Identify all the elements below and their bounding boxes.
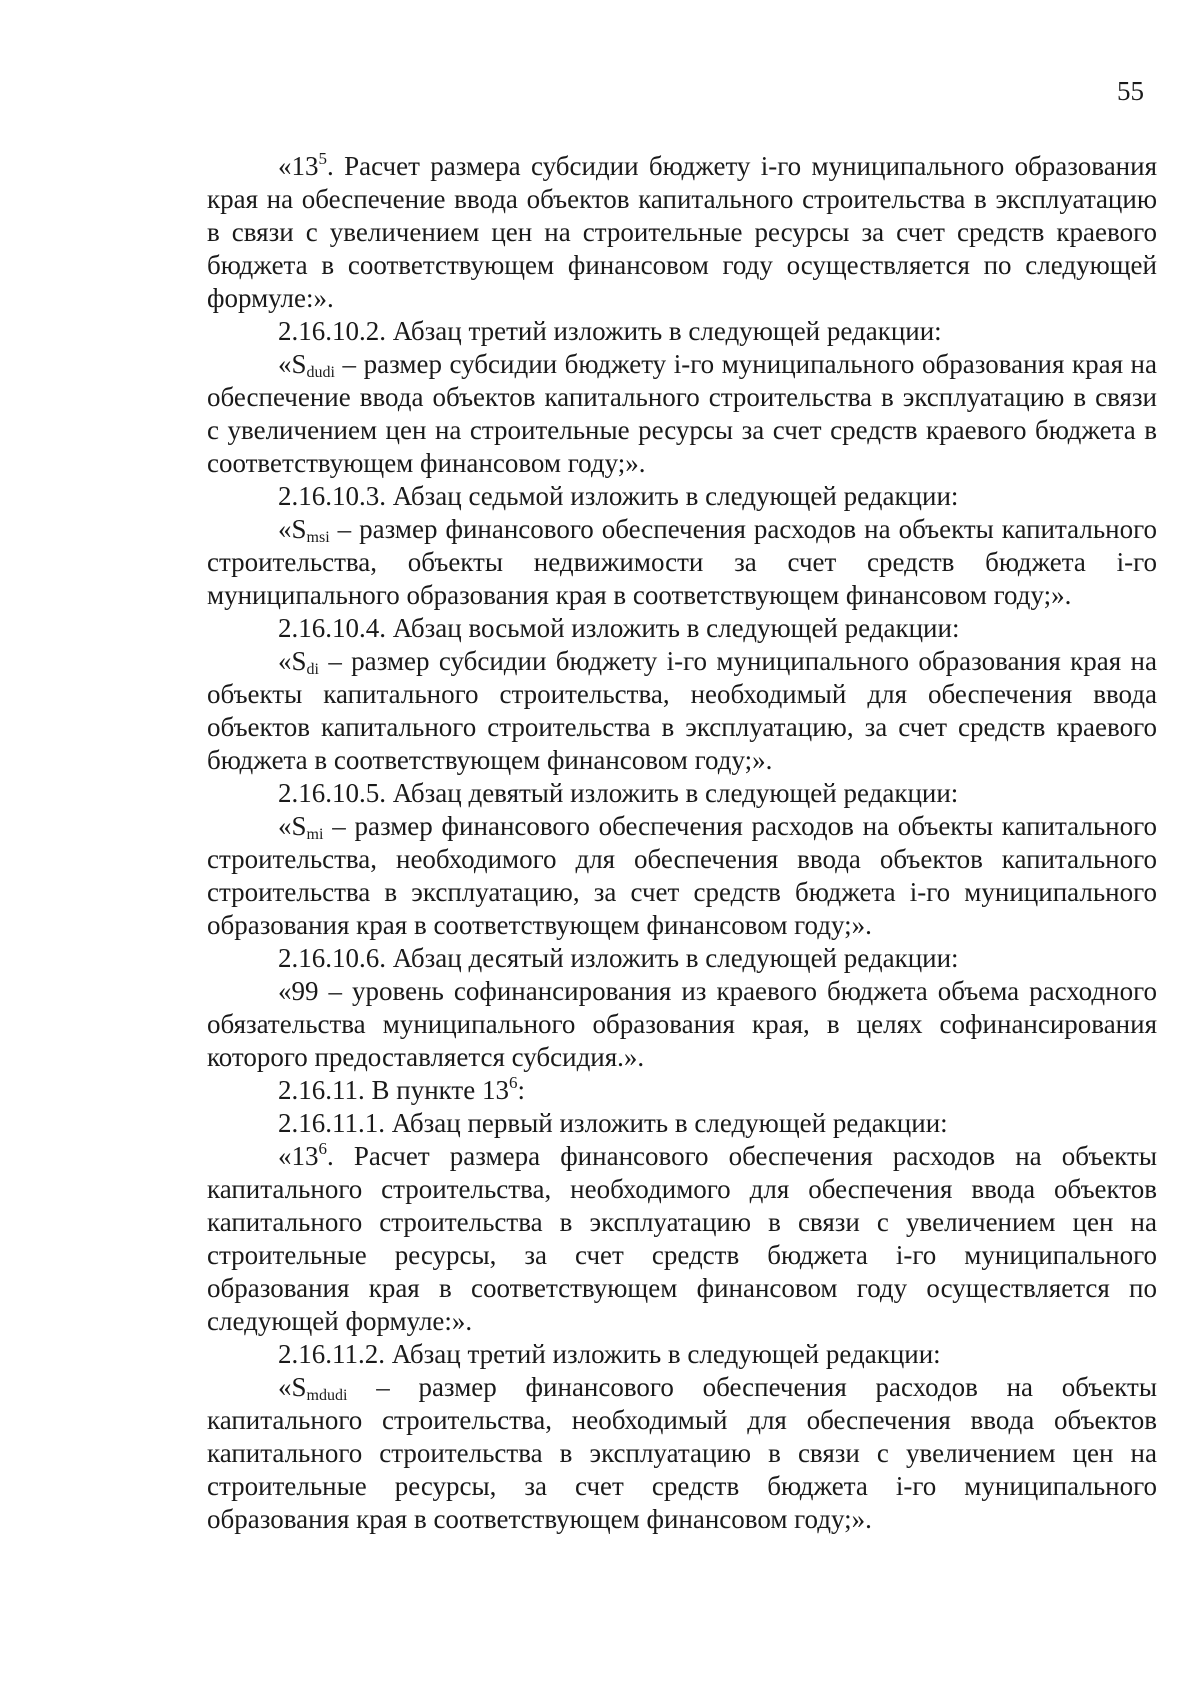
subscript-text: mdudi xyxy=(306,1387,348,1404)
paragraph xyxy=(207,975,1157,1074)
text-run: «S xyxy=(278,1372,307,1402)
superscript-text: 5 xyxy=(318,149,327,168)
text-run: : xyxy=(517,1075,525,1105)
text-run: 2.16.10.2. Абзац третий изложить в следующей редакции: xyxy=(278,316,942,346)
paragraph xyxy=(207,1107,1157,1140)
paragraph xyxy=(207,315,1157,348)
superscript-text: 6 xyxy=(318,1139,327,1158)
paragraph xyxy=(207,777,1157,810)
text-run: 2.16.10.3. Абзац седьмой изложить в следующей редакции: xyxy=(278,481,959,511)
paragraph xyxy=(207,645,1157,777)
subscript-text: mi xyxy=(306,826,324,843)
paragraph xyxy=(207,942,1157,975)
subscript-text: msi xyxy=(306,529,330,546)
text-run: 2.16.11.2. Абзац третий изложить в следующей редакции: xyxy=(278,1339,941,1369)
text-run: «S xyxy=(278,514,307,544)
text-run: «S xyxy=(278,646,307,676)
text-run: . Расчет размера финансового обеспечения расходов на объекты капитального строительства, необходимого для обеспечения ввода объектов капитального строительства в эксплуатацию в связи с увеличением цен на строительные ресурсы, за счет средств бюджета i-го муниципального образования края в соответствующем финансовом году осуществляется по следующей формуле:». xyxy=(207,1141,1157,1336)
text-run: «99 – уровень софинансирования из краевого бюджета объема расходного обязательства муниципального образования края, в целях софинансирования которого предоставляется субсидия.». xyxy=(207,976,1157,1072)
text-run: – размер финансового обеспечения расходов на объекты капитального строительства, необходимого для обеспечения ввода объектов капитального строительства в эксплуатацию, за счет средств бюджета i-го муниципального образования края в соответствующем финансовом году;». xyxy=(207,811,1157,940)
paragraph xyxy=(207,612,1157,645)
text-run: «S xyxy=(278,811,307,841)
text-run: «13 xyxy=(278,1141,319,1171)
paragraph xyxy=(207,1140,1157,1338)
text-run: – размер финансового обеспечения расходов на объекты капитального строительства, необходимый для обеспечения ввода объектов капитального строительства в эксплуатацию в связи с увеличением цен на строительные ресурсы, за счет средств бюджета i-го муниципального образования края в соответствующем финансовом году;». xyxy=(207,1372,1157,1534)
subscript-text: di xyxy=(306,661,319,678)
text-run: – размер финансового обеспечения расходов на объекты капитального строительства, объекты недвижимости за счет средств бюджета i-го муниципального образования края в соответствующем финансовом году;». xyxy=(207,514,1157,610)
paragraph xyxy=(207,513,1157,612)
text-run: «S xyxy=(278,349,307,379)
text-run: 2.16.11.1. Абзац первый изложить в следующей редакции: xyxy=(278,1108,948,1138)
paragraph xyxy=(207,1371,1157,1536)
paragraph xyxy=(207,348,1157,480)
text-run: 2.16.10.4. Абзац восьмой изложить в следующей редакции: xyxy=(278,613,960,643)
text-run: 2.16.10.6. Абзац десятый изложить в следующей редакции: xyxy=(278,943,959,973)
text-run: – размер субсидии бюджету i-го муниципального образования края на обеспечение ввода объектов капитального строительства в эксплуатацию в связи с увеличением цен на строительные ресурсы за счет средств краевого бюджета в соответствующем финансовом году;». xyxy=(207,349,1157,478)
text-run: «13 xyxy=(278,151,319,181)
text-run: – размер субсидии бюджету i-го муниципального образования края на объекты капитального строительства, необходимый для обеспечения ввода объектов капитального строительства в эксплуатацию, за счет средств краевого бюджета в соответствующем финансовом году;». xyxy=(207,646,1157,775)
document-body xyxy=(207,150,1157,1536)
paragraph xyxy=(207,150,1157,315)
paragraph xyxy=(207,480,1157,513)
page-number: 55 xyxy=(1117,76,1144,106)
paragraph xyxy=(207,1074,1157,1107)
text-run: 2.16.10.5. Абзац девятый изложить в следующей редакции: xyxy=(278,778,959,808)
paragraph xyxy=(207,1338,1157,1371)
paragraph xyxy=(207,810,1157,942)
text-run: . Расчет размера субсидии бюджету i-го муниципального образования края на обеспечение ввода объектов капитального строительства в эксплуатацию в связи с увеличением цен на строительные ресурсы за счет средств краевого бюджета в соответствующем финансовом году осуществляется по следующей формуле:». xyxy=(207,151,1157,313)
superscript-text: 6 xyxy=(508,1073,518,1092)
subscript-text: dudi xyxy=(306,364,335,381)
text-run: 2.16.11. В пункте 13 xyxy=(278,1075,509,1105)
